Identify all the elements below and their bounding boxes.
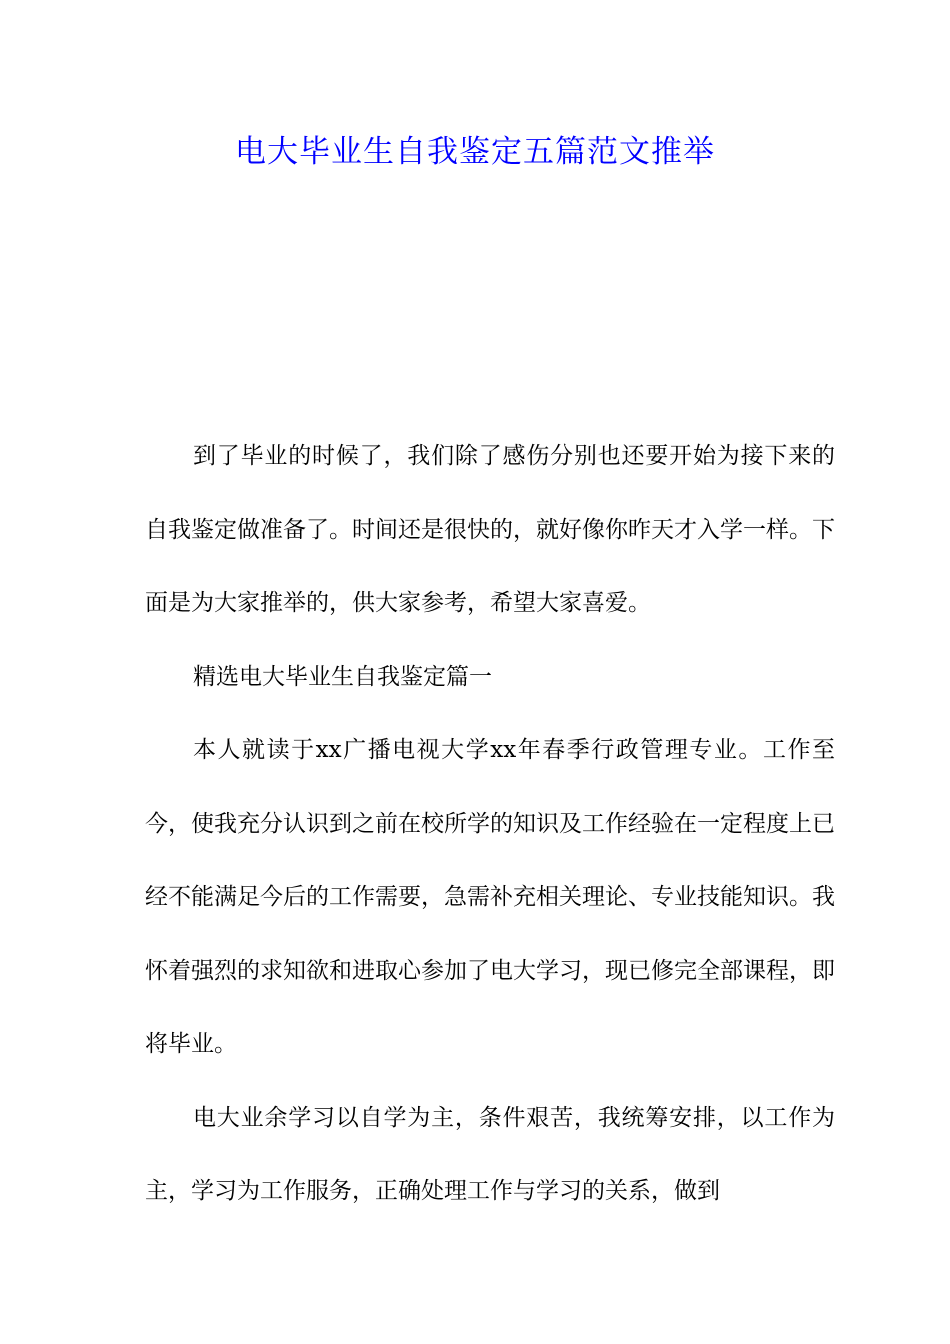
paragraph-2: 电大业余学习以自学为主，条件艰苦，我统筹安排，以工作为主，学习为工作服务，正确处理工作与学习的关系，做到 (145, 1104, 835, 1204)
document-title: 电大毕业生自我鉴定五篇范文推举 (235, 134, 715, 170)
paragraph-intro: 到了毕业的时候了，我们除了感伤分别也还要开始为接下来的自我鉴定做准备了。时间还是很快的，就好像你昨天才入学一样。下面是为大家推举的，供大家参考，希望大家喜爱。 (145, 443, 835, 616)
section-heading-1: 精选电大毕业生自我鉴定篇一 (193, 663, 492, 690)
paragraph-1: 本人就读于xx广播电视大学xx年春季行政管理专业。工作至今，使我充分认识到之前在校所学的知识及工作经验在一定程度上已经不能满足今后的工作需要，急需补充相关理论、专业技能知识。我怀着强烈的求知欲和进取心参加了电大学习，现已修完全部课程，即将毕业。 (145, 737, 835, 1057)
document-body (145, 420, 835, 1229)
